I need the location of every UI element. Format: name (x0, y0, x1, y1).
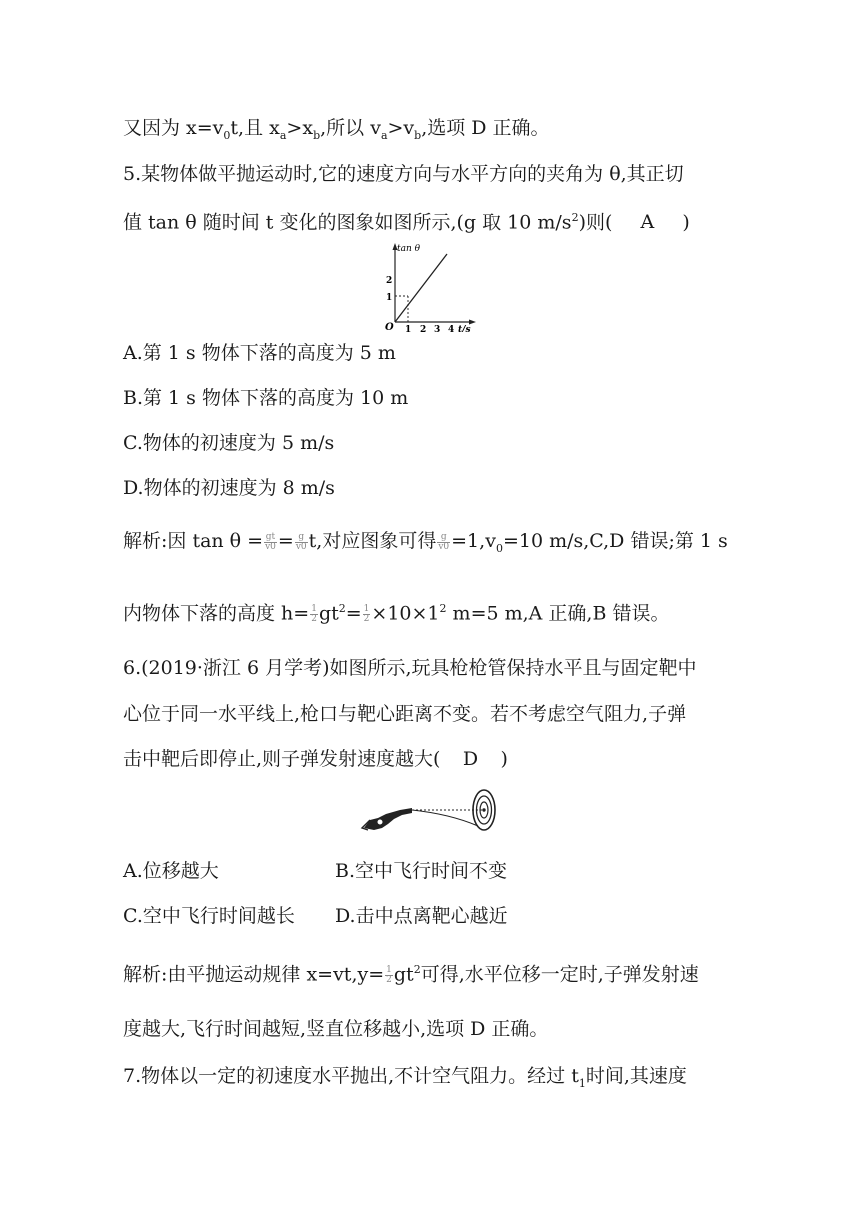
tan-theta-graph (370, 240, 480, 332)
x-axis-arrow (469, 320, 476, 325)
fraction: $\frac{g}{v0}$ (438, 531, 450, 552)
q6-option-b: B.空中飞行时间不变 (335, 860, 508, 882)
target-icon (473, 790, 495, 830)
x-tick-3: 3 (434, 325, 441, 332)
bullet-trajectory (412, 810, 478, 826)
tan-line (395, 254, 447, 322)
q5-solution-line1: 解析:因 tan θ = $\frac{gt}{v0}$ = $\frac{g}{v0}$ t,对应图象可得 $\frac{g}{v0}$ $=1,v_0=10$ m/s,C,D 错误;第 1 s (123, 530, 728, 555)
q5-option-b: B.第 1 s 物体下落的高度为 10 m (123, 387, 409, 409)
q5-answer: A (640, 211, 655, 234)
x-tick-4: 4 (448, 325, 455, 332)
toy-gun-icon (362, 808, 412, 830)
q6-options-row2 (123, 903, 295, 929)
q6-stem-line3: 击中靶后即停止,则子弹发射速度越大( D ) (123, 748, 508, 770)
x-tick-2: 2 (420, 325, 427, 332)
y-tick-2: 2 (386, 276, 393, 286)
q5-stem-line2: 值 tan θ 随时间 t 变化的图象如图所示,(g 取 10 $m/s^2$)则( A ) (123, 211, 690, 234)
q6-solution-line1: 解析:由平抛运动规律 x=vt,y= $\frac{1}{2}$ $gt^2$可得,水平位移一定时,子弹发射速 (123, 963, 699, 986)
fraction: $\frac{gt}{v0}$ (265, 531, 276, 552)
gun-target-figure (360, 788, 505, 836)
q5-stem-line1: 5.某物体做平抛运动时,它的速度方向与水平方向的夹角为 θ,其正切 (123, 163, 684, 185)
q6-option-d: D.击中点离靶心越近 (335, 905, 508, 927)
fraction: $\frac{1}{2}$ (386, 964, 392, 985)
q6-option-c: C.空中飞行时间越长 (123, 905, 295, 927)
q5-option-a: A.第 1 s 物体下落的高度为 5 m (123, 342, 396, 364)
q6-option-a: A.位移越大 (123, 860, 219, 882)
fraction: $\frac{1}{2}$ (311, 603, 317, 624)
q5-option-d: D.物体的初速度为 8 m/s (123, 477, 335, 499)
y-axis-label: tan θ (397, 244, 421, 254)
q5-option-c: C.物体的初速度为 5 m/s (123, 432, 335, 454)
x-tick-1: 1 (405, 325, 412, 332)
fraction: $\frac{1}{2}$ (363, 603, 370, 624)
origin-label: O (385, 322, 394, 332)
q6-options-row1 (123, 858, 219, 884)
q6-stem-line1: 6.(2019·浙江 6 月学考)如图所示,玩具枪枪管保持水平且与固定靶中 (123, 657, 697, 679)
q6-answer: D (462, 748, 479, 770)
x-axis-label: t/s (458, 325, 471, 332)
q6-stem-line2: 心位于同一水平线上,枪口与靶心距离不变。若不考虑空气阻力,子弹 (123, 703, 687, 725)
q7-stem-line1: 7.物体以一定的初速度水平抛出,不计空气阻力。经过 $t_1$时间,其速度 (123, 1065, 687, 1090)
q6-solution-line2: 度越大,飞行时间越短,竖直位移越小,选项 D 正确。 (123, 1018, 549, 1040)
fraction: $\frac{g}{v0}$ (295, 531, 307, 552)
q5-solution-line2: 内物体下落的高度 h= $\frac{1}{2}$ $gt^2=$ $\frac{1}{2}$ $\times 10\times 1^2$ m=5 m,A 正确,B 错误。 (123, 602, 670, 625)
solution-line-q4: 又因为 $x=v_0t$,且 $x_a>x_b$,所以 $v_a>v_b$,选项 D 正确。 (123, 117, 550, 142)
y-tick-1: 1 (386, 293, 393, 303)
